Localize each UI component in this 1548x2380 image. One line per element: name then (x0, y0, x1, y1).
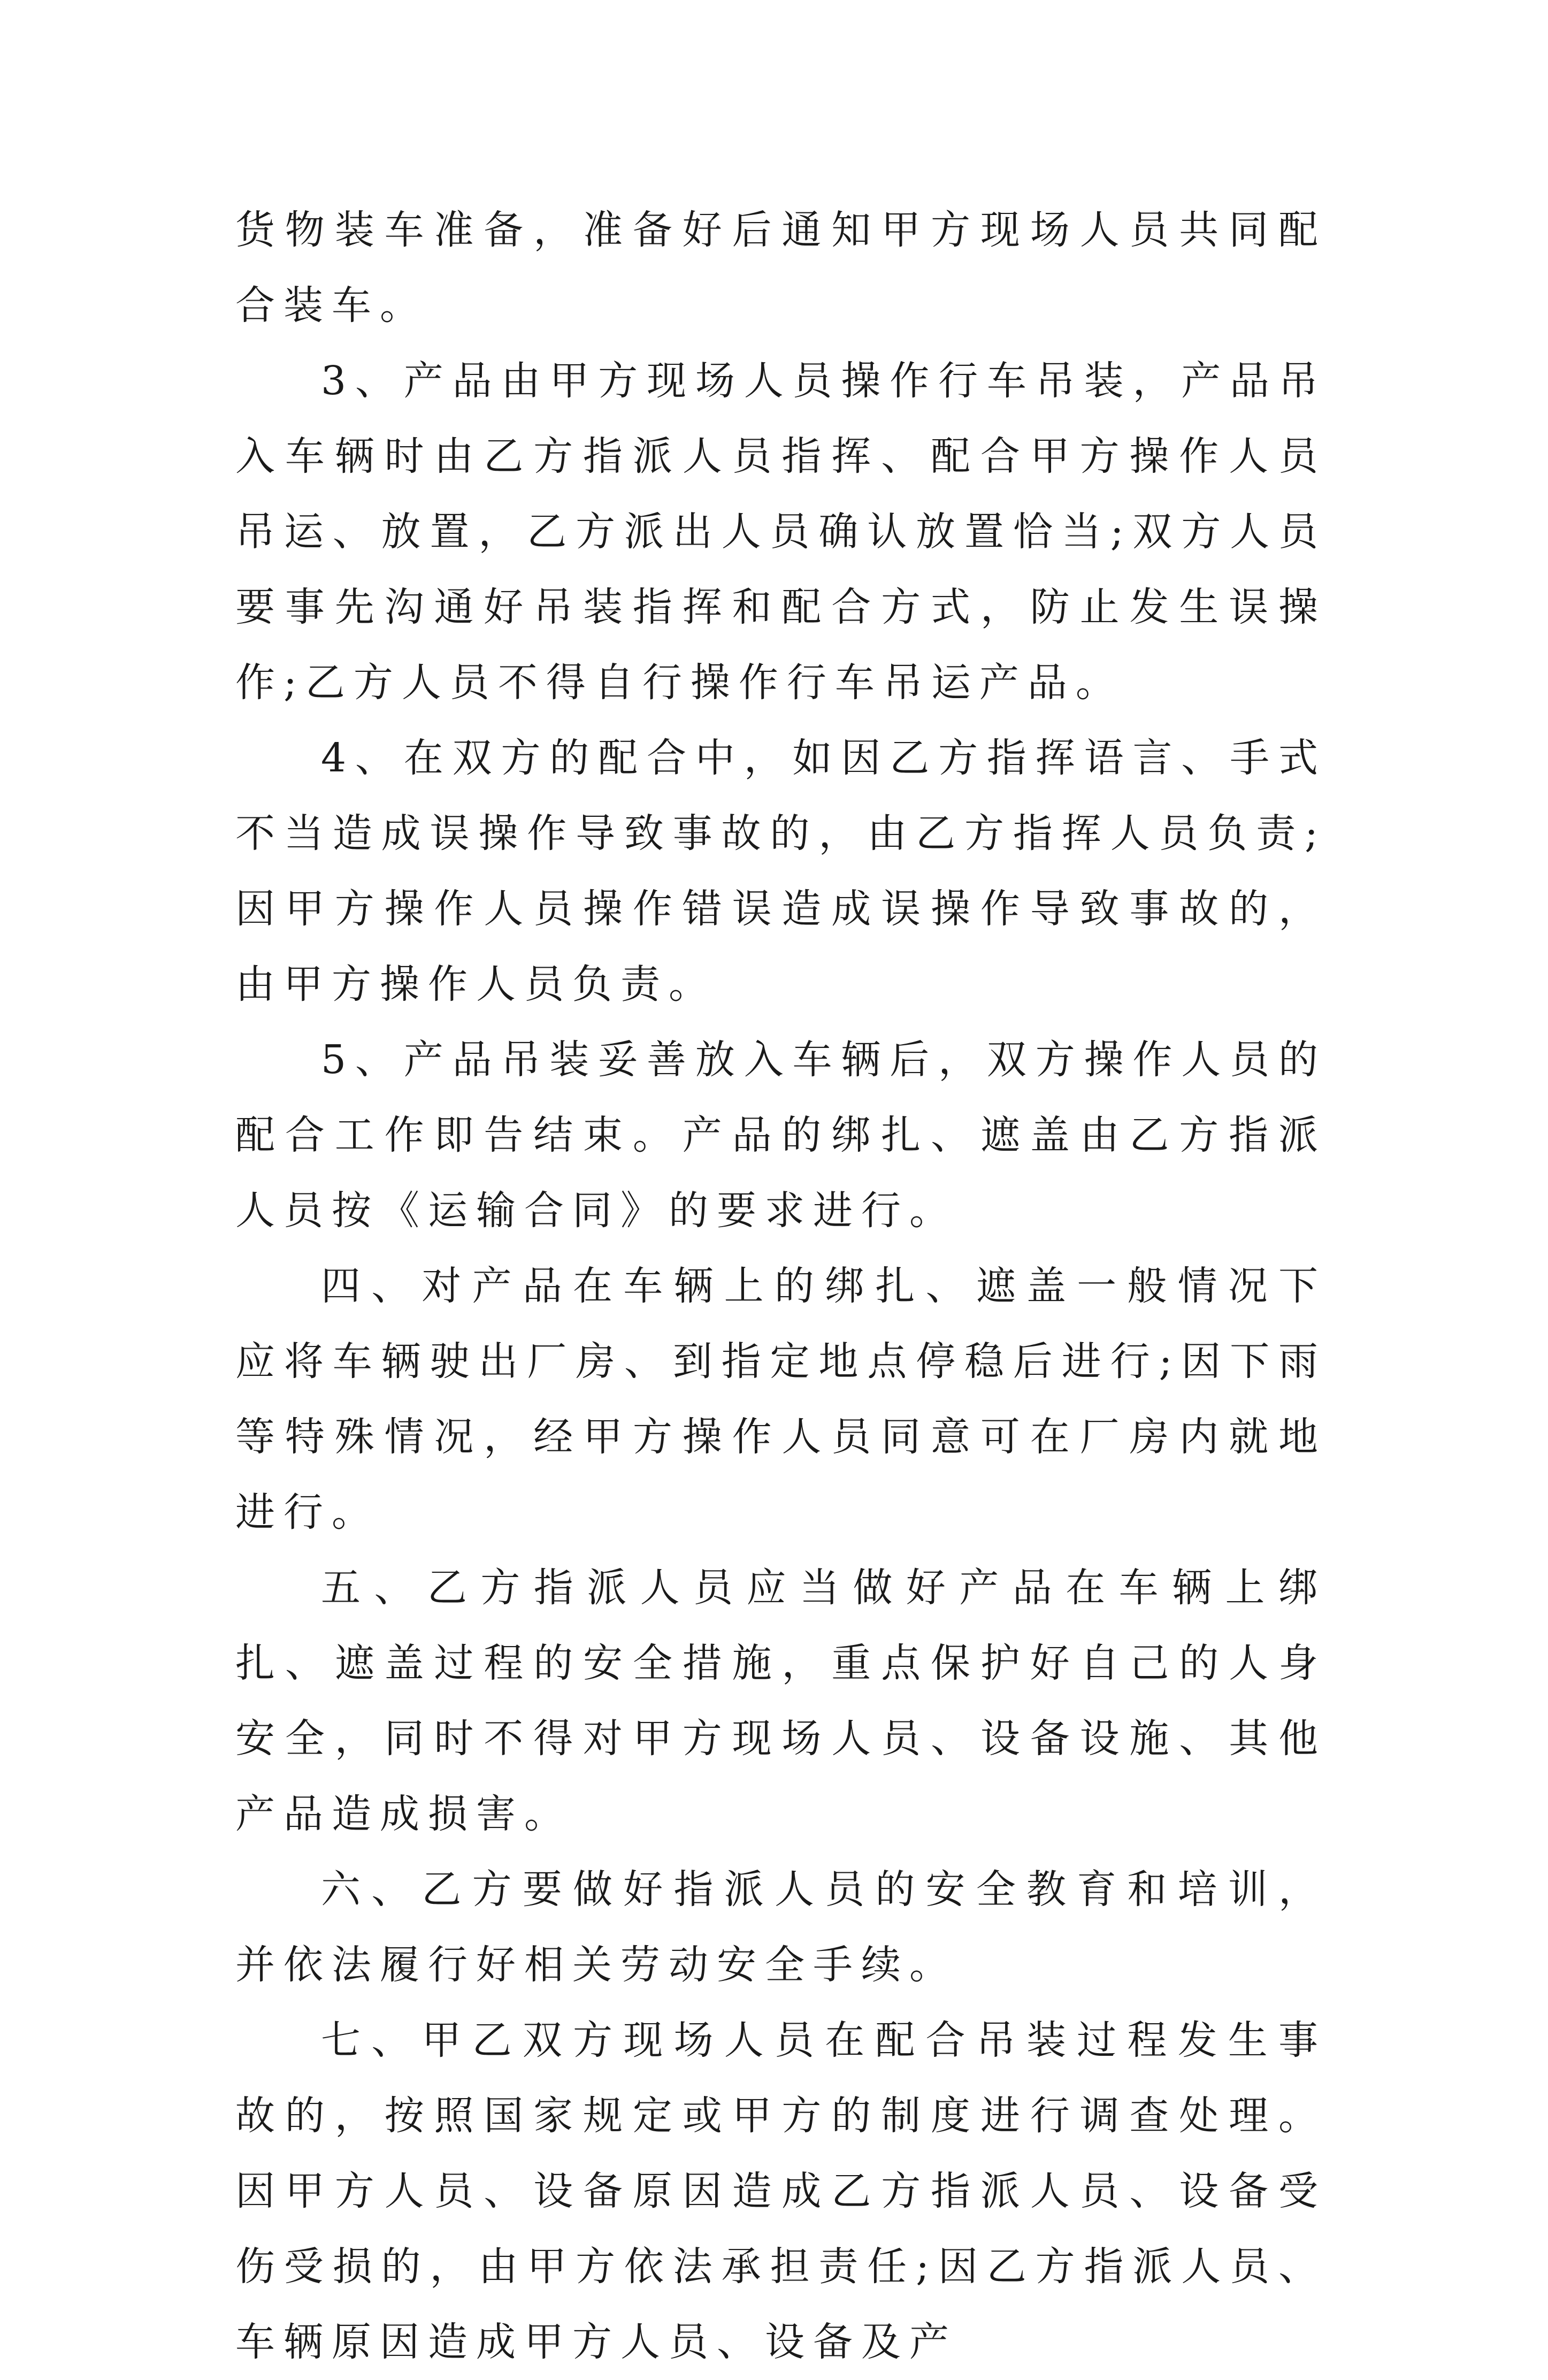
paragraph-section-six: 六、乙方要做好指派人员的安全教育和培训，并依法履行好相关劳动安全手续。 (235, 1866, 1327, 1988)
paragraph-section-four: 四、对产品在车辆上的绑扎、遮盖一般情况下应将车辆驶出厂房、到指定地点停稳后进行;因下雨等特殊情况，经甲方操作人员同意可在厂房内就地进行。 (235, 1263, 1327, 1535)
paragraph-clause-3: 3、产品由甲方现场人员操作行车吊装，产品吊入车辆时由乙方指派人员指挥、配合甲方操作人员吊运、放置，乙方派出人员确认放置恰当;双方人员要事先沟通好吊装指挥和配合方式，防止发生误操作;乙方人员不得自行操作行车吊运产品。 (235, 358, 1327, 706)
paragraph-section-five: 五、乙方指派人员应当做好产品在车辆上绑扎、遮盖过程的安全措施，重点保护好自己的人身安全，同时不得对甲方现场人员、设备设施、其他产品造成损害。 (235, 1565, 1327, 1837)
paragraph-section-seven: 七、甲乙双方现场人员在配合吊装过程发生事故的，按照国家规定或甲方的制度进行调查处理。因甲方人员、设备原因造成乙方指派人员、设备受伤受损的，由甲方依法承担责任;因乙方指派人员、车辆原因造成甲方人员、设备及产 (235, 2017, 1327, 2365)
paragraph-clause-4: 4、在双方的配合中，如因乙方指挥语言、手式不当造成误操作导致事故的，由乙方指挥人员负责;因甲方操作人员操作错误造成误操作导致事故的，由甲方操作人员负责。 (235, 735, 1327, 1007)
paragraph-clause-5: 5、产品吊装妥善放入车辆后，双方操作人员的配合工作即告结束。产品的绑扎、遮盖由乙方指派人员按《运输合同》的要求进行。 (235, 1037, 1327, 1234)
document-body (235, 193, 1327, 2380)
paragraph-loading-preparation: 货物装车准备，准备好后通知甲方现场人员共同配合装车。 (235, 207, 1327, 328)
